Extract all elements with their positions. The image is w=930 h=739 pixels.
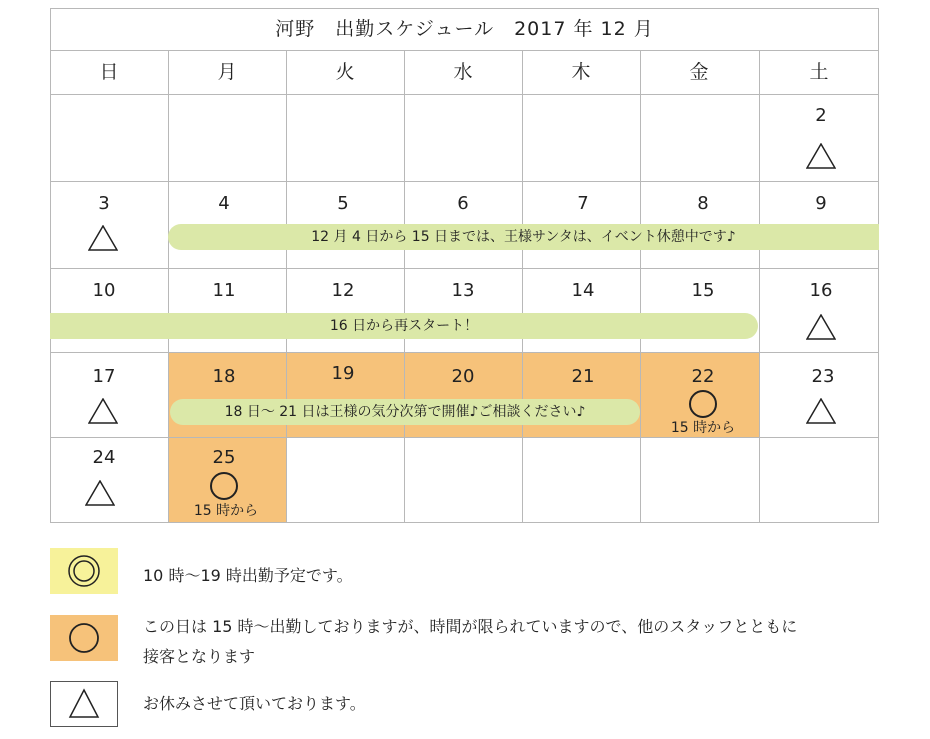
legend-double-circle-text: 10 時～19 時出勤予定です。 — [143, 566, 353, 585]
triangle-icon — [88, 398, 118, 424]
grid-line — [522, 50, 523, 523]
date-16: 16 — [809, 280, 833, 301]
circle-icon — [689, 390, 717, 418]
weekday-tue: 火 — [335, 61, 355, 83]
legend-double-circle-swatch — [50, 548, 118, 594]
legend-triangle-swatch — [50, 681, 118, 727]
grid-line — [50, 352, 879, 353]
date-14: 14 — [571, 280, 595, 301]
date-6: 6 — [457, 193, 469, 214]
date-4: 4 — [218, 193, 230, 214]
date-2: 2 — [815, 105, 827, 126]
triangle-icon — [85, 480, 115, 506]
date-11: 11 — [212, 280, 236, 301]
triangle-icon — [806, 314, 836, 340]
double-circle-icon — [50, 548, 118, 594]
triangle-icon — [88, 225, 118, 251]
grid-line — [878, 8, 879, 523]
date-17: 17 — [92, 366, 116, 387]
legend-triangle-text: お休みさせて頂いております。 — [143, 694, 366, 713]
date-22: 22 — [691, 366, 715, 387]
date-19: 19 — [331, 363, 355, 384]
event-bar-consultation: 18 日～ 21 日は王様の気分次第で開催♪ご相談ください♪ — [170, 399, 640, 425]
weekday-wed: 水 — [453, 61, 473, 83]
date-20: 20 — [451, 366, 475, 387]
triangle-icon — [806, 143, 836, 169]
event-bar-santa-break: 12 月 4 日から 15 日までは、王様サンタは、イベント休憩中です♪ — [168, 224, 879, 250]
calendar-title: 河野 出勤スケジュール 2017 年 12 月 — [275, 18, 654, 40]
grid-line — [50, 8, 879, 9]
weekday-sat: 土 — [809, 61, 829, 83]
date-8: 8 — [697, 193, 709, 214]
grid-line — [50, 268, 879, 269]
date-23: 23 — [811, 366, 835, 387]
date-21: 21 — [571, 366, 595, 387]
grid-line — [50, 181, 879, 182]
date-9: 9 — [815, 193, 827, 214]
triangle-icon — [51, 682, 117, 726]
legend-circle-text-line1: この日は 15 時～出勤しておりますが、時間が限られていますので、他のスタッフとともに — [143, 617, 798, 636]
date-7: 7 — [577, 193, 589, 214]
event-bar-restart: 16 日から再スタート！ — [50, 313, 758, 339]
weekday-mon: 月 — [217, 61, 237, 83]
date-12: 12 — [331, 280, 355, 301]
legend-circle-swatch — [50, 615, 118, 661]
date-18: 18 — [212, 366, 236, 387]
grid-line — [50, 437, 879, 438]
date-13: 13 — [451, 280, 475, 301]
date-3: 3 — [98, 193, 110, 214]
weekday-sun: 日 — [99, 61, 119, 83]
circle-icon — [50, 615, 118, 661]
weekday-fri: 金 — [689, 61, 709, 83]
grid-line — [50, 522, 879, 523]
triangle-icon — [806, 398, 836, 424]
date-25: 25 — [212, 447, 236, 468]
date-24: 24 — [92, 447, 116, 468]
from-15-label: 15 時から — [193, 503, 259, 519]
date-15: 15 — [691, 280, 715, 301]
from-15-label: 15 時から — [670, 420, 736, 436]
date-10: 10 — [92, 280, 116, 301]
grid-line — [50, 94, 879, 95]
legend-circle-text-line2: 接客となります — [143, 647, 256, 666]
date-5: 5 — [337, 193, 349, 214]
circle-icon — [210, 472, 238, 500]
weekday-thu: 木 — [571, 61, 591, 83]
